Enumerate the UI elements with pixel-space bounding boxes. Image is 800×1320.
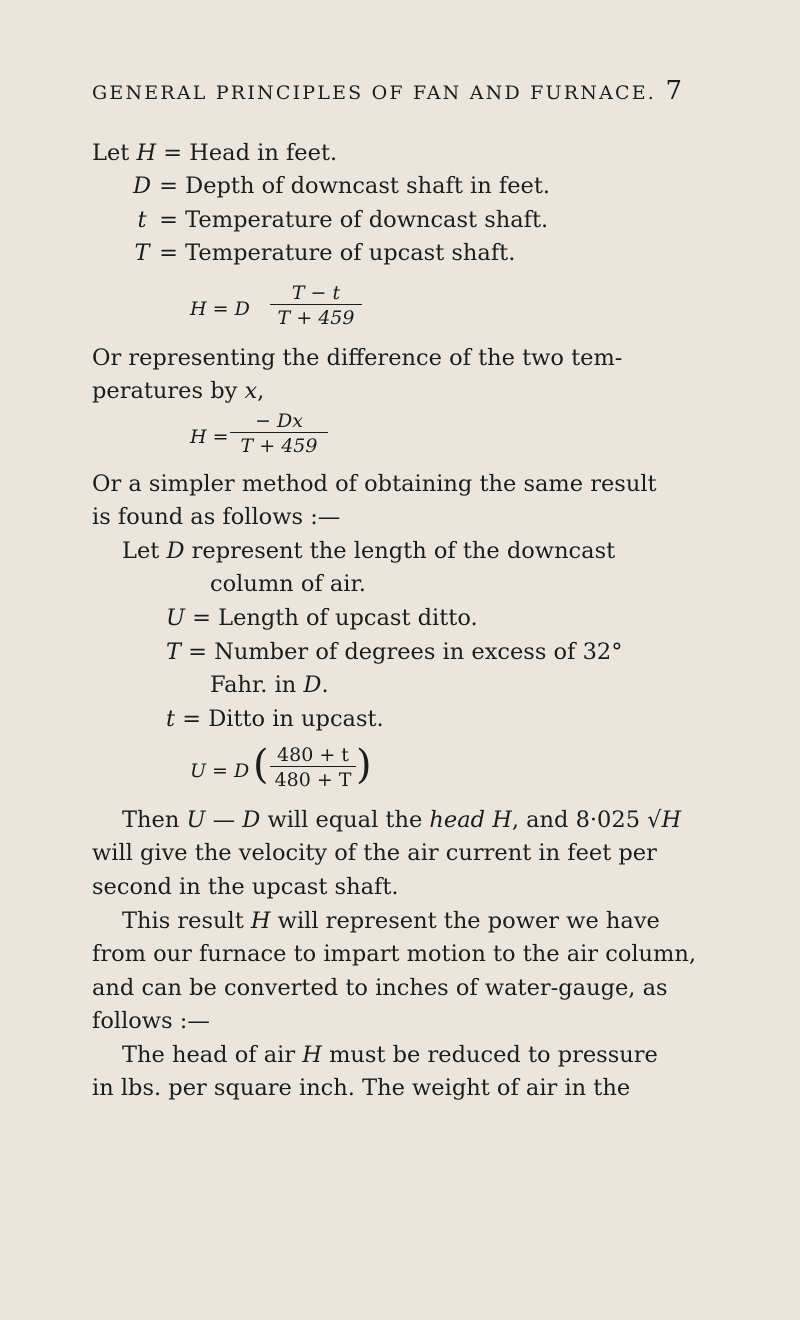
formula-1-lhs: H = D (190, 298, 250, 320)
paragraph-line: follows :— (92, 1008, 210, 1034)
formula-3-right-paren: ) (356, 742, 372, 788)
formula-2-fraction (230, 410, 328, 457)
running-title: GENERAL PRINCIPLES OF FAN AND FURNACE. (92, 82, 657, 104)
definition-line: t = Temperature of downcast shaft. (137, 207, 549, 233)
formula-3-left-paren: ( (253, 742, 269, 788)
formula-2-lhs: H = (190, 426, 229, 448)
formula-1-numerator: T − t (291, 282, 341, 304)
u-definition: U = Length of upcast ditto. (166, 605, 478, 631)
paragraph-line: in lbs. per square inch. The weight of air in the (92, 1075, 631, 1101)
formula-3-numerator: 480 + t (277, 744, 349, 766)
t-definition: t = Ditto in upcast. (166, 706, 384, 732)
paragraph-line: second in the upcast shaft. (92, 874, 399, 900)
running-header (92, 76, 682, 106)
formula-3-fraction (270, 744, 356, 791)
paragraph-line: and can be converted to inches of water-gauge, as (92, 975, 668, 1001)
formula-3-lhs: U = D (190, 760, 250, 782)
paragraph-line: is found as follows :— (92, 504, 341, 530)
paragraph-line: Then U — D will equal the head H, and 8·025 √H (122, 807, 682, 833)
definition-line: T = Temperature of upcast shaft. (134, 240, 516, 266)
formula-2-denominator: T + 459 (230, 432, 328, 457)
let-line: Let D represent the length of the downcast (122, 538, 616, 564)
paragraph-line: Or a simpler method of obtaining the same result (92, 471, 657, 497)
page-number: 7 (665, 76, 682, 106)
definition-line: Let H = Head in feet. (92, 140, 338, 166)
formula-2-numerator: − Dx (255, 410, 303, 432)
formula-1-denominator: T + 459 (270, 304, 362, 329)
let-line: column of air. (210, 571, 366, 597)
definition-line: D = Depth of downcast shaft in feet. (132, 173, 551, 199)
formula-3-denominator: 480 + T (270, 766, 356, 791)
paragraph-line: will give the velocity of the air current in feet per (92, 840, 657, 866)
paragraph-line: Or representing the difference of the two tem- (92, 345, 623, 371)
paragraph-line: from our furnace to impart motion to the air column, (92, 941, 697, 967)
T-definition: T = Number of degrees in excess of 32° (166, 639, 623, 665)
paragraph-line: This result H will represent the power we have (122, 908, 660, 934)
paragraph-line: The head of air H must be reduced to pressure (122, 1042, 658, 1068)
formula-1-fraction (270, 282, 362, 329)
paragraph-line: peratures by x, (92, 378, 265, 404)
T-definition-cont: Fahr. in D. (210, 672, 329, 698)
